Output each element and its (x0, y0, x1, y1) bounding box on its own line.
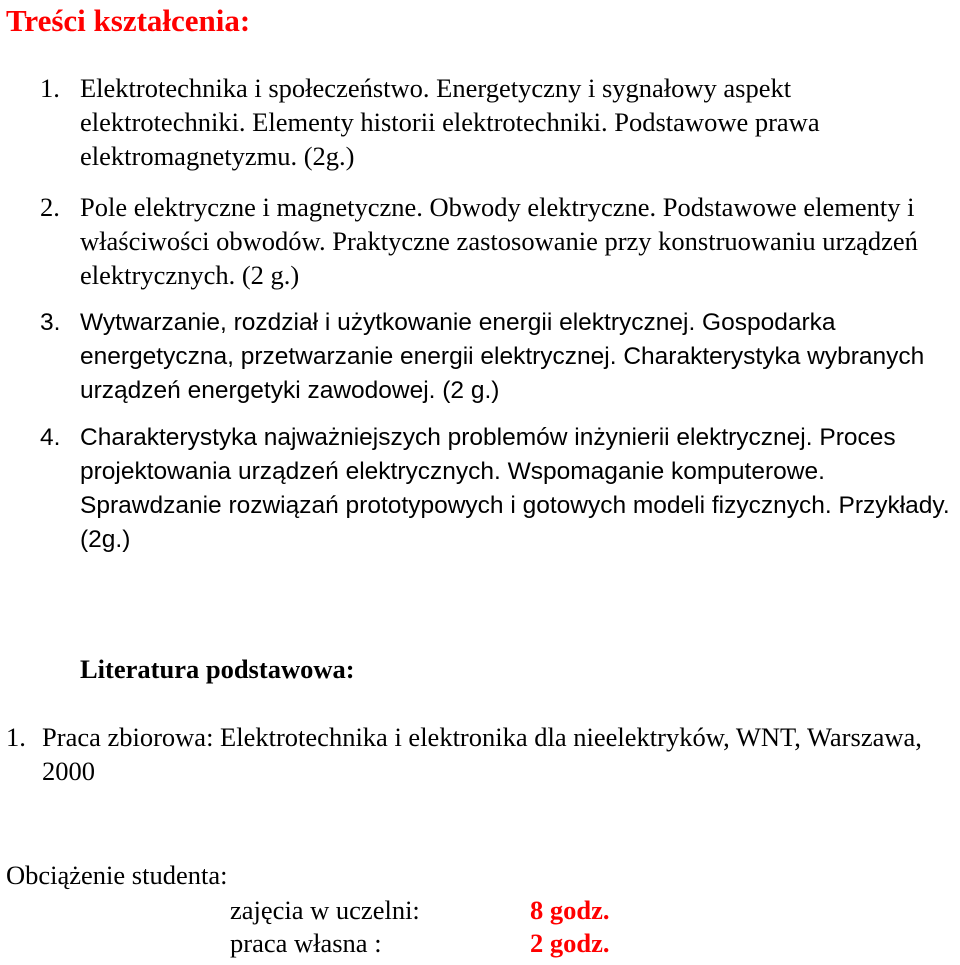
item-text: Elektrotechnika i społeczeństwo. Energetyczny i sygnałowy aspekt elektrotechniki. Elementy historii elektrotechniki. Podstawowe prawa elektromagnetyzmu. (2g.) (80, 73, 820, 171)
content-item-4 (40, 421, 955, 557)
literature-item-text: Praca zbiorowa: Elektrotechnika i elektronika dla nieelektryków, WNT, Warszawa, 2000 (42, 722, 922, 786)
workload-value: 2 godz. (530, 928, 610, 958)
workload-value: 8 godz. (530, 895, 610, 925)
content-item-2 (40, 190, 955, 292)
content-item-3 (40, 306, 955, 408)
workload-label: praca własna : (230, 928, 382, 958)
workload-label: zajęcia w uczelni: (230, 895, 420, 925)
item-number: 3. (40, 309, 61, 336)
section-title: Treści kształcenia: (6, 3, 251, 38)
item-text: Charakterystyka najważniejszych problemów inżynierii elektrycznej. Proces projektowania urządzeń elektrycznych. Wspomaganie komputerowe. Sprawdzanie rozwiązań prototypowych i gotowych modeli fizycznych. Przykłady. (2g.) (80, 424, 950, 553)
item-number: 4. (40, 424, 61, 451)
item-number: 2. (40, 192, 60, 222)
literature-item-1 (6, 720, 956, 788)
workload-title: Obciążenie studenta: (6, 860, 228, 890)
item-text: Wytwarzanie, rozdział i użytkowanie energii elektrycznej. Gospodarka energetyczna, przetwarzanie energii elektrycznej. Charakterystyka wybranych urządzeń energetyki zawodowej. (2 g.) (80, 309, 925, 404)
item-text: Pole elektryczne i magnetyczne. Obwody elektryczne. Podstawowe elementy i właściwości obwodów. Praktyczne zastosowanie przy konstruowaniu urządzeń elektrycznych. (2 g.) (80, 192, 918, 290)
literature-item-number: 1. (6, 722, 26, 752)
literature-heading: Literatura podstawowa: (80, 654, 355, 684)
item-number: 1. (40, 73, 60, 103)
content-item-1 (40, 71, 955, 173)
